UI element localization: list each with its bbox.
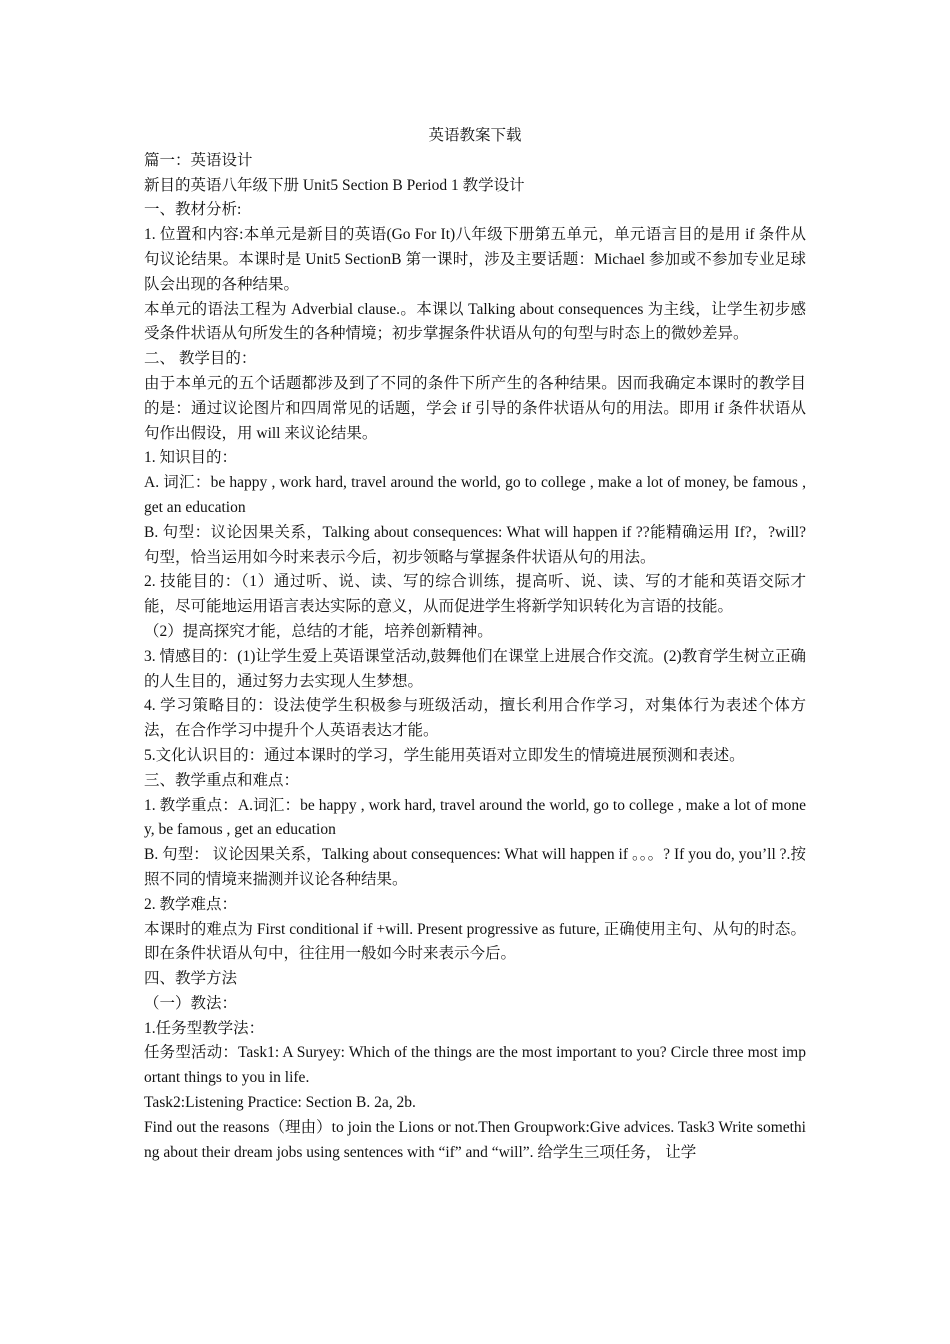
paragraph: 3. 情感目的：(1)让学生爱上英语课堂活动,鼓舞他们在课堂上进展合作交流。(2)教育学生树立正确的人生目的，通过努力去实现人生梦想。 [144,647,806,690]
paragraph: A. 词汇：be happy , work hard, travel around the world, go to college , make a lot of money, be famous , get an education [144,474,806,516]
document-page [144,124,806,1165]
paragraph: Find out the reasons（理由）to join the Lions or not.Then Groupwork:Give advices. Task3 Write something about their dream jobs using sentences with “if” and “will”. 给学生三项任务， 让学 [144,1118,806,1161]
paragraph: 由于本单元的五个话题都涉及到了不同的条件下所产生的各种结果。因而我确定本课时的教学目的是：通过议论图片和四周常见的话题，学会 if 引导的条件状语从句的用法。即用 if 条件状语从句作出假设，用 will 来议论结果。 [144,374,806,442]
paragraph: 1. 知识目的： [144,449,238,467]
paragraph: 二、 教学目的： [144,350,257,368]
paragraph: （2）提高探究才能，总结的才能，培养创新精神。 [144,622,493,640]
paragraph: Task2:Listening Practice: Section B. 2a, 2b. [144,1094,416,1112]
paragraph: 5.文化认识目的：通过本课时的学习，学生能用英语对立即发生的情境进展预测和表述。 [144,746,745,764]
paragraph: 任务型活动：Task1: A Suryey: Which of the things are the most important to you? Circle three most important things to you in life. [144,1044,806,1087]
paragraph: 1.任务型教学法： [144,1019,265,1037]
paragraph: 2. 教学难点： [144,895,238,913]
paragraph: 1. 位置和内容:本单元是新目的英语(Go For It)八年级下册第五单元，单元语言目的是用 if 条件从句议论结果。本课时是 Unit5 SectionB 第一课时，涉及主要话题：Michael 参加或不参加专业足球队会出现的各种结果。 [144,226,806,293]
paragraph: B. 句型： 议论因果关系，Talking about consequences: What will happen if 。。。? If you do, you’ll ?.按照不同的情境来揣测并议论各种结果。 [144,846,806,888]
paragraph: （一）教法： [144,994,238,1012]
paragraph: B. 句型：议论因果关系，Talking about consequences: What will happen if ??能精确运用 If?，?will?句型，恰当运用如今时来表示今后，初步领略与掌握条件状语从句的用法。 [144,523,806,566]
paragraph: 三、教学重点和难点： [144,771,300,789]
paragraph: 4. 学习策略目的：设法使学生积极参与班级活动，擅长利用合作学习，对集体行为表述个体方法，在合作学习中提升个人英语表达才能。 [144,697,806,740]
paragraph: 新目的英语八年级下册 Unit5 Section B Period 1 教学设计 [144,176,525,194]
paragraph: 篇一：英语设计 [144,151,253,169]
paragraph: 一、教材分析: [144,201,242,219]
document-title: 英语教案下载 [428,127,522,144]
paragraph: 四、教学方法 [144,970,238,988]
paragraph: 本课时的难点为 First conditional if +will. Present progressive as future, 正确使用主句、从句的时态。即在条件状语从句中，往往用一般如今时来表示今后。 [144,920,806,963]
paragraph: 本单元的语法工程为 Adverbial clause.。本课以 Talking about consequences 为主线，让学生初步感受条件状语从句所发生的各种情境；初步掌握条件状语从句的句型与时态上的微妙差异。 [144,300,806,343]
paragraph: 2. 技能目的：（1）通过听、说、读、写的综合训练，提高听、说、读、写的才能和英语交际才能，尽可能地运用语言表达实际的意义，从而促进学生将新学知识转化为言语的技能。 [144,573,806,616]
paragraph: 1. 教学重点：A.词汇：be happy , work hard, travel around the world, go to college , make a lot of money, be famous , get an education [144,796,806,839]
